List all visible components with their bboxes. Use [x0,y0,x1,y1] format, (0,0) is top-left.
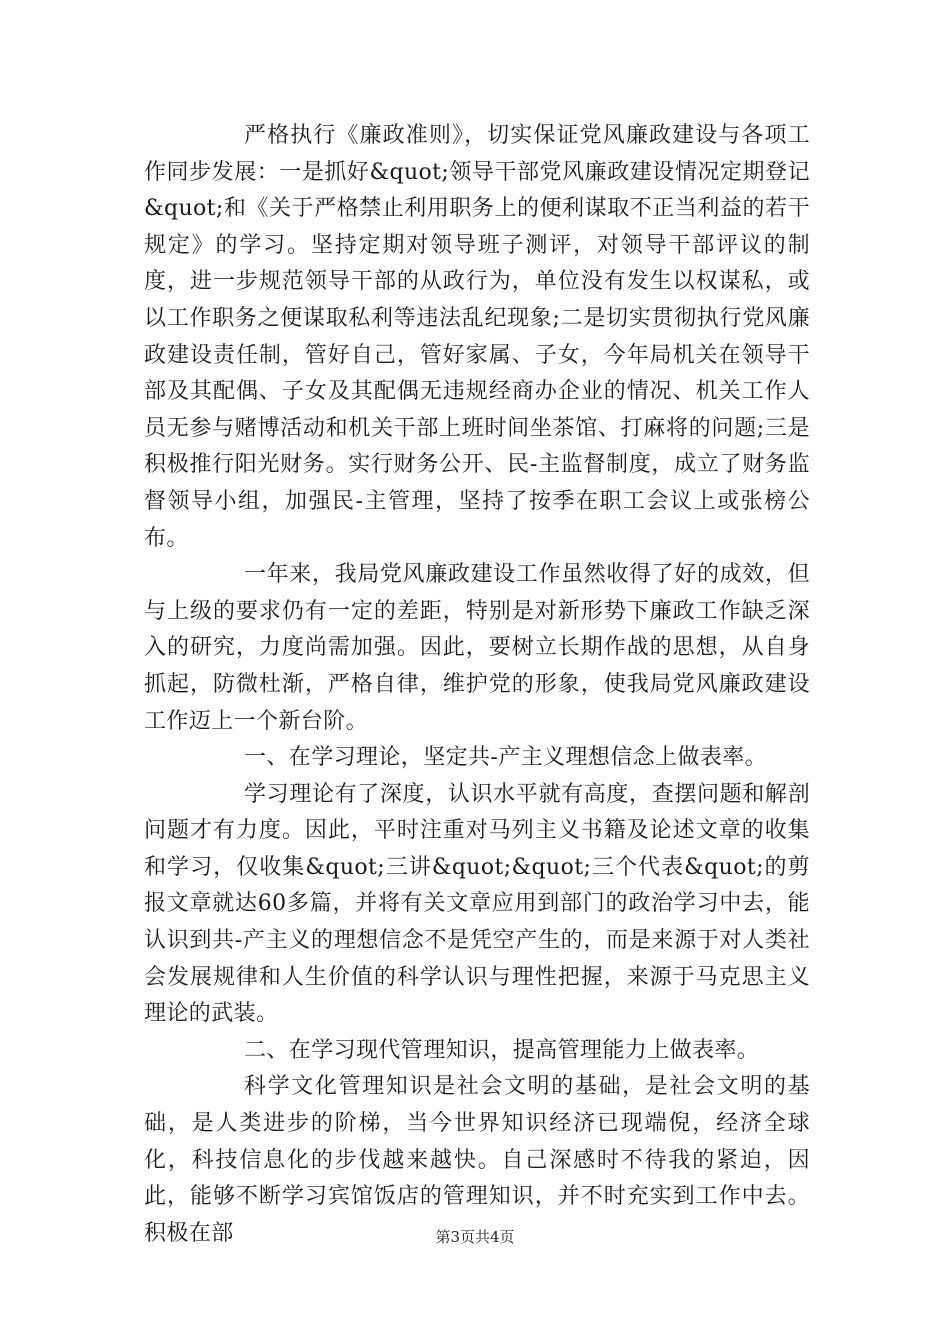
section-heading-1: 一、在学习理论，坚定共-产主义理想信念上做表率。 [244,745,768,771]
paragraph-integrity-rules: 严格执行《廉政准则》，切实保证党风廉政建设与各项工作同步发展：一是抓好&quot;领导干部党风廉政建设情况定期登记&quot;和《关于严格禁止利用职务上的便利谋取不正当利益的若干规定》的学习。坚持定期对领导班子测评，对领导干部评议的制度，进一步规范领导干部的从政行为，单位没有发生以权谋私，或以工作职务之便谋取私利等违法乱纪现象;二是切实贯彻执行党风廉政建设责任制，管好自己，管好家属、子女，今年局机关在领导干部及其配偶、子女及其配偶无违规经商办企业的情况、机关工作人员无参与赌博活动和机关干部上班时间坐茶馆、打麻将的问题;三是积极推行阳光财务。实行财务公开、民-主监督制度，成立了财务监督领导小组，加强民-主管理，坚持了按季在职工会议上或张榜公布。 [144,123,810,551]
paragraph-management-knowledge: 科学文化管理知识是社会文明的基础，是社会文明的基础，是人类进步的阶梯，当今世界知识经济已现端倪，经济全球化，科技信息化的步伐越来越快。自己深感时不待我的紧迫，因此，能够不断学习宾馆饭店的管理知识，并不时充实到工作中去。积极在部 [144,1074,810,1246]
section-heading-2: 二、在学习现代管理知识，提高管理能力上做表率。 [244,1037,760,1063]
paragraph-theory-study: 学习理论有了深度，认识水平就有高度，查摆问题和解剖问题才有力度。因此，平时注重对马列主义书籍及论述文章的收集和学习，仅收集&quot;三讲&quot;&quot;三个代表&quot;的剪报文章就达60多篇，并将有关文章应用到部门的政治学习中去，能认识到共-产主义的理想信念不是凭空产生的，而是来源于对人类社会发展规律和人生价值的科学认识与理性把握，来源于马克思主义理论的武装。 [144,781,810,1027]
page-footer [0,1227,950,1247]
document-body [144,118,810,1252]
paragraph-year-summary: 一年来，我局党风廉政建设工作虽然收得了好的成效，但与上级的要求仍有一定的差距，特别是对新形势下廉政工作缺乏深入的研究，力度尚需加强。因此，要树立长期作战的思想，从自身抓起，防微杜渐，严格自律，维护党的形象，使我局党风廉政建设工作迈上一个新台阶。 [144,562,810,734]
page-number-label: 第3页共4页 [435,1228,515,1246]
